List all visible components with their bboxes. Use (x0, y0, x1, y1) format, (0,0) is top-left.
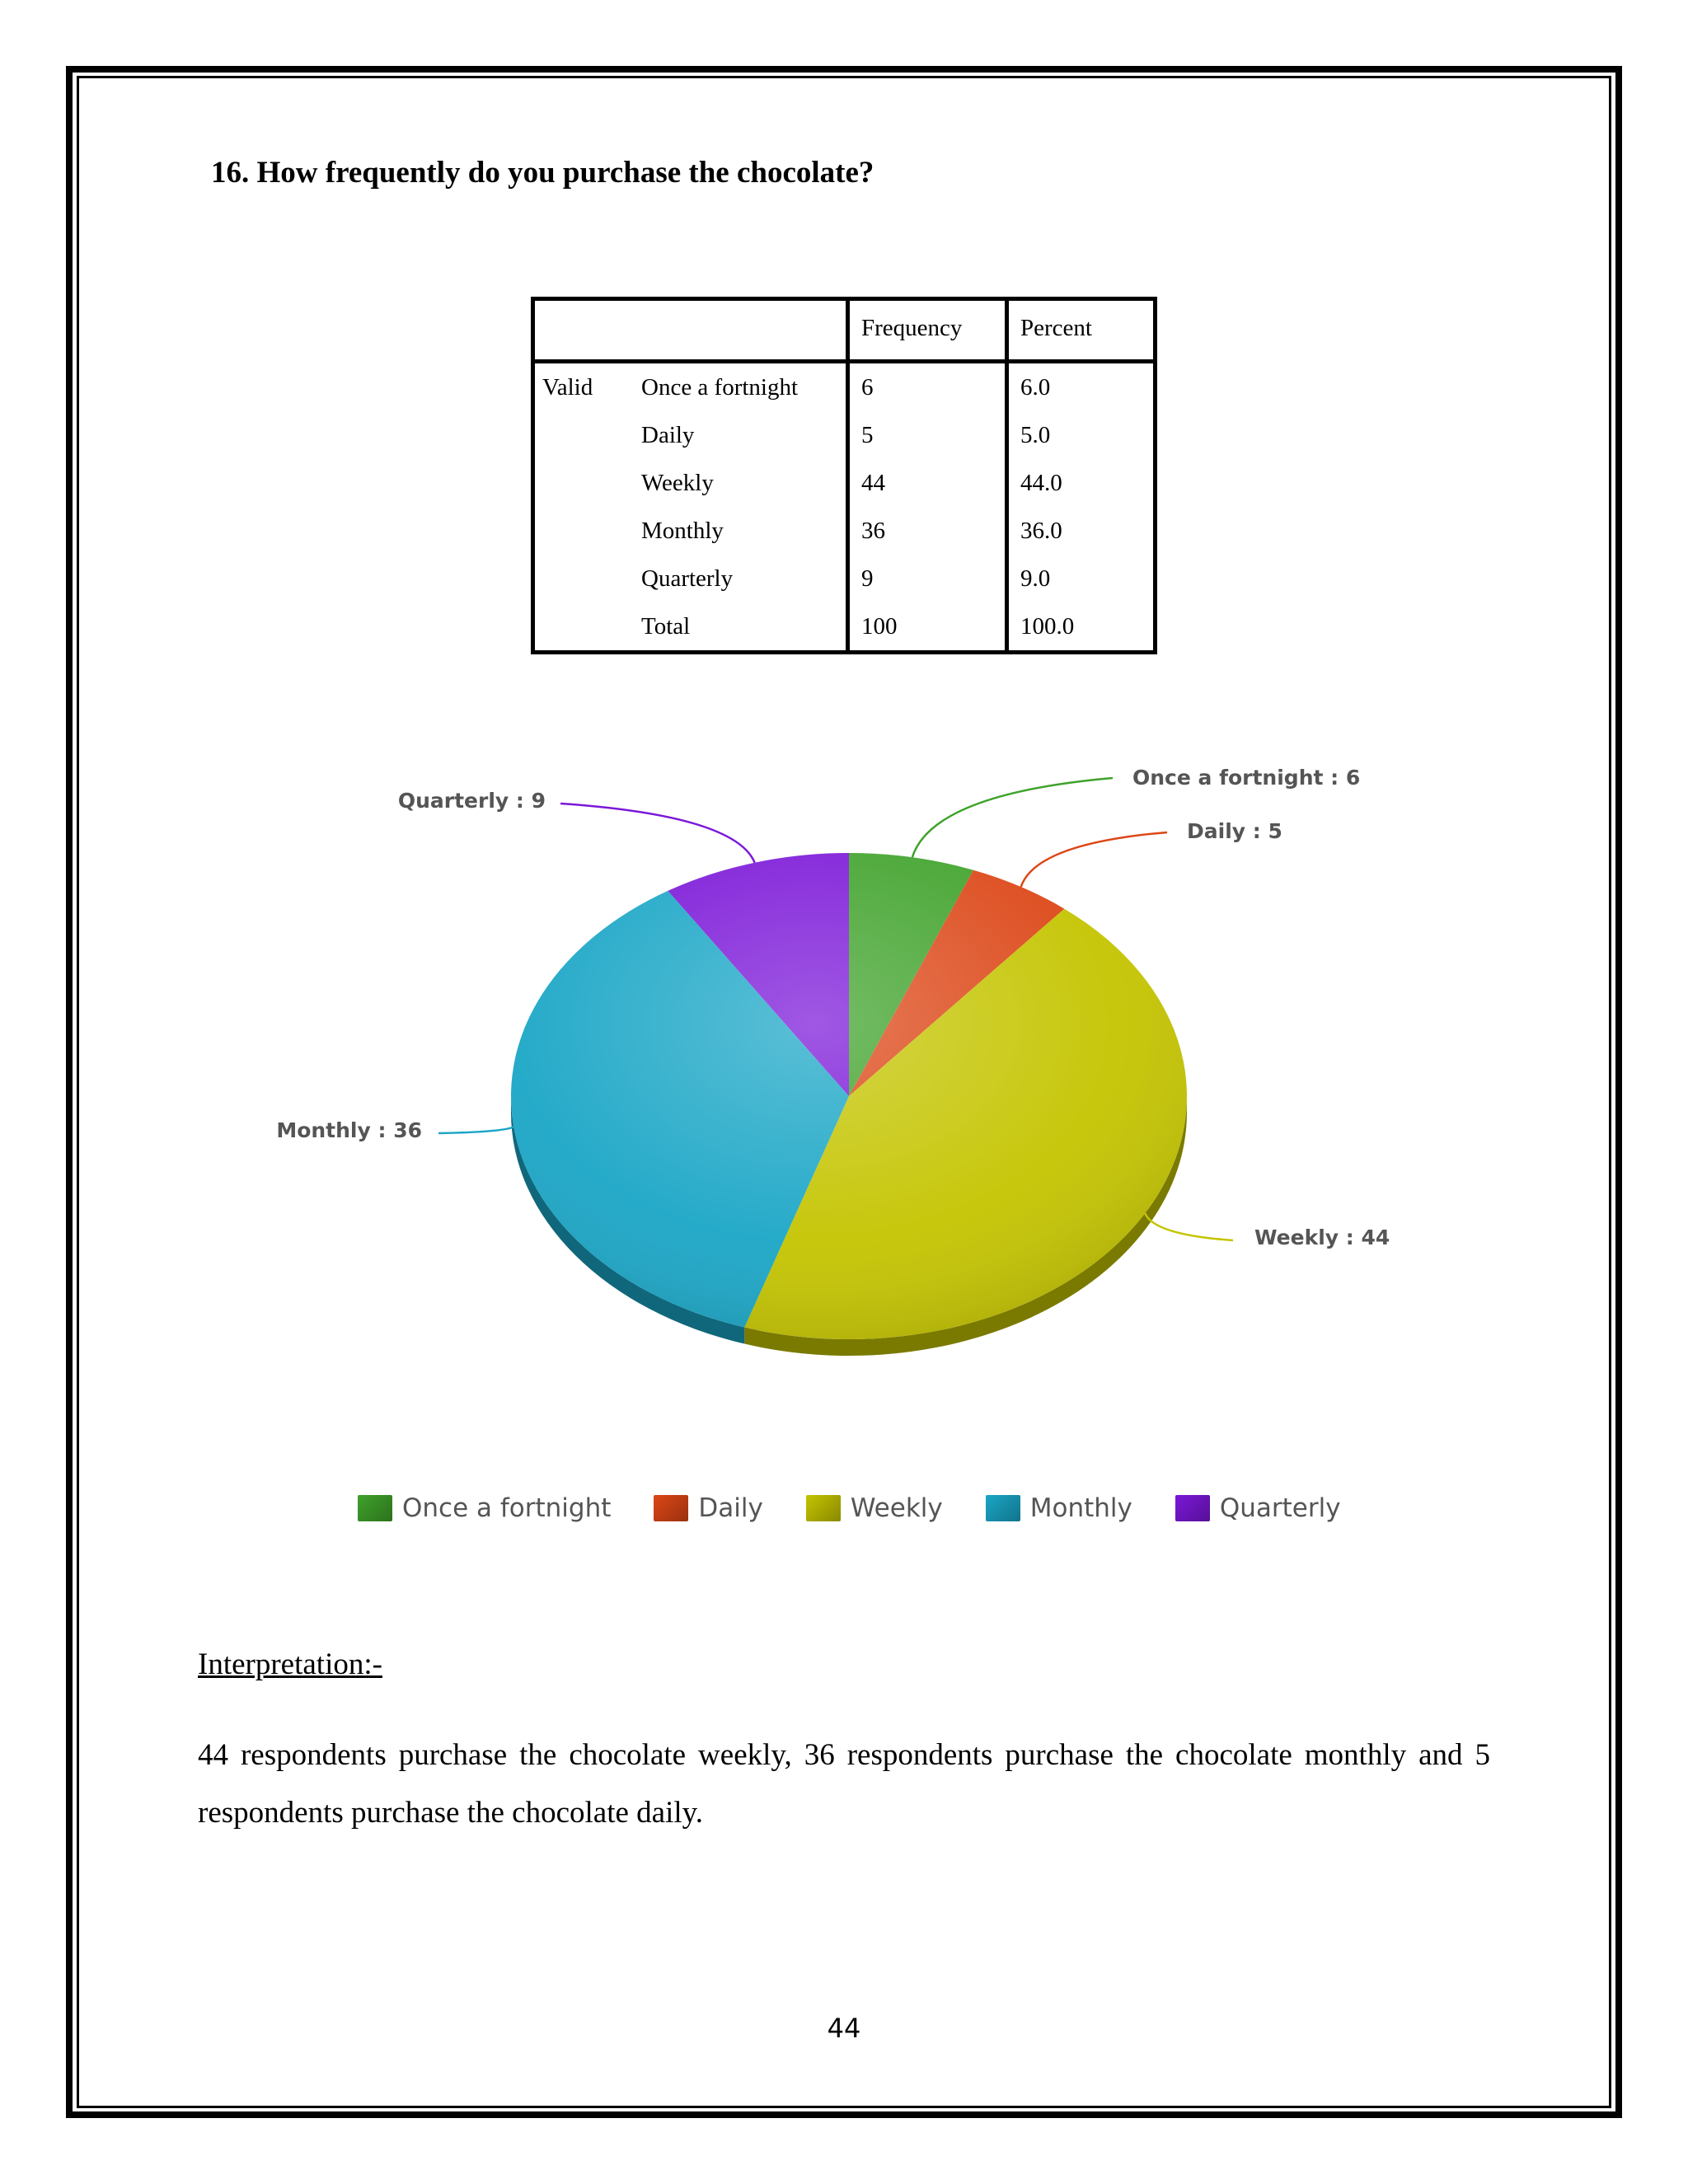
legend-label: Quarterly (1219, 1493, 1341, 1523)
legend-swatch (1175, 1495, 1210, 1521)
row-category: Daily (641, 411, 848, 459)
slice-label-monthly: Monthly : 36 (276, 1118, 422, 1142)
row-frequency: 44 (848, 459, 1007, 507)
legend-label: Once a fortnight (402, 1493, 612, 1523)
row-percent: 5.0 (1020, 421, 1051, 448)
row-frequency: 36 (848, 507, 1007, 555)
chart-legend (358, 1488, 1384, 1528)
legend-item-monthly[interactable] (986, 1493, 1132, 1523)
legend-swatch (358, 1495, 392, 1521)
header-percent: Percent (1007, 297, 1158, 362)
row-category: Quarterly (641, 555, 848, 602)
legend-swatch (654, 1495, 688, 1521)
leader-line-4 (560, 804, 755, 863)
row-frequency: 100 (848, 602, 1007, 650)
legend-label: Monthly (1029, 1493, 1132, 1523)
interpretation-heading: Interpretation:- (198, 1647, 382, 1681)
legend-label: Weekly (850, 1493, 943, 1523)
row-percent: 36.0 (1020, 517, 1062, 544)
legend-item-daily[interactable] (654, 1493, 762, 1523)
row-percent: 9.0 (1020, 565, 1051, 592)
row-percent: 6.0 (1020, 373, 1051, 401)
leader-line-1 (1021, 832, 1167, 887)
row-percent: 44.0 (1020, 469, 1062, 496)
leader-line-3 (438, 1127, 513, 1133)
slice-label-daily: Daily : 5 (1187, 819, 1282, 843)
row-category: Monthly (641, 507, 848, 555)
legend-swatch (986, 1495, 1020, 1521)
header-frequency: Frequency (848, 297, 1007, 362)
row-frequency: 6 (848, 362, 1007, 412)
row-frequency: 5 (848, 411, 1007, 459)
row-category: Total (641, 602, 848, 650)
legend-swatch (806, 1495, 841, 1521)
page-number: 44 (827, 2013, 861, 2044)
question-heading: 16. How frequently do you purchase the chocolate? (211, 156, 874, 190)
valid-label: Valid (542, 373, 593, 401)
slice-label-weekly: Weekly : 44 (1254, 1226, 1390, 1249)
leader-line-2 (1145, 1213, 1233, 1240)
interpretation-text: 44 respondents purchase the chocolate weekly, 36 respondents purchase the chocolate monthly and 5 respondents purchase the chocolate daily. (198, 1738, 1490, 1830)
slice-label-once-a-fortnight: Once a fortnight : 6 (1132, 766, 1361, 790)
pie-slices (511, 853, 1187, 1339)
legend-item-quarterly[interactable] (1175, 1493, 1341, 1523)
slice-label-quarterly: Quarterly : 9 (397, 789, 546, 813)
row-frequency: 9 (848, 555, 1007, 602)
legend-item-once-a-fortnight[interactable] (358, 1493, 611, 1523)
row-category: Weekly (641, 459, 848, 507)
row-percent: 100.0 (1020, 612, 1075, 640)
legend-label: Daily (698, 1493, 763, 1523)
row-category: Once a fortnight (641, 362, 848, 412)
legend-item-weekly[interactable] (806, 1493, 943, 1523)
